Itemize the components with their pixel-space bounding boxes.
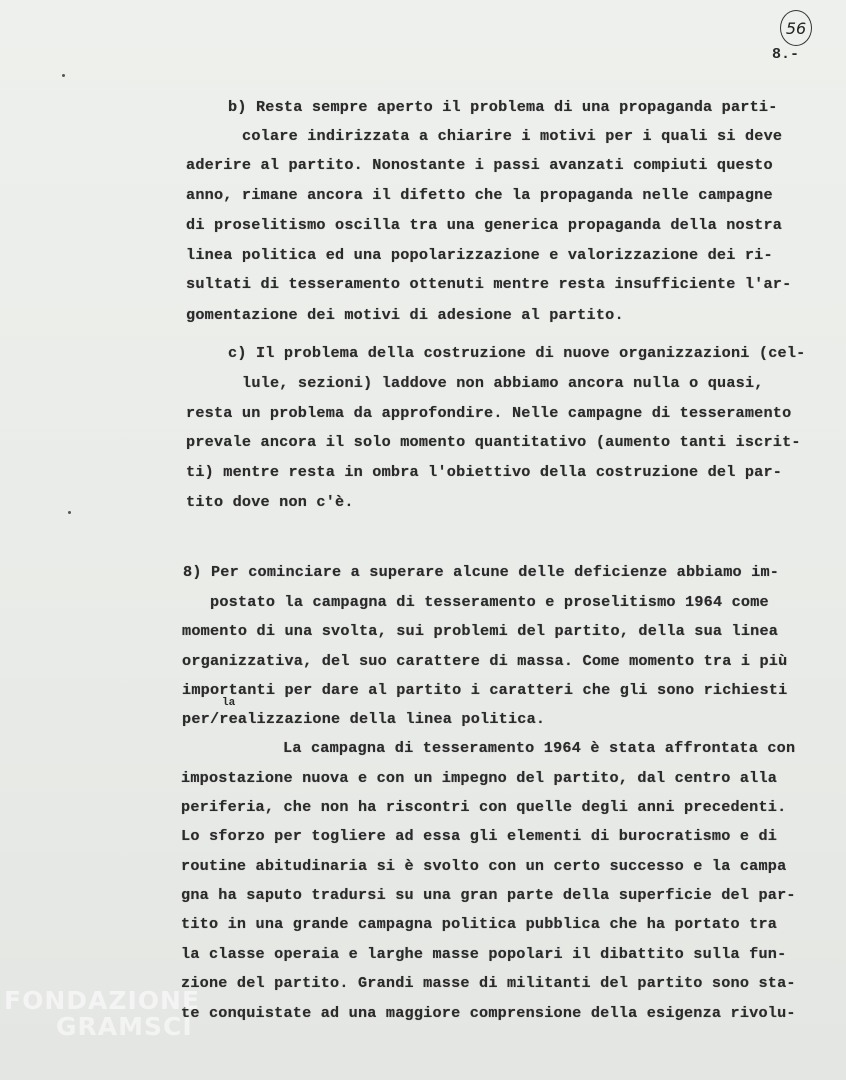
paper-speck (68, 511, 71, 514)
text-line: routine abitudinaria si è svolto con un certo successo e la campa (181, 857, 787, 875)
text-line: zione del partito. Grandi masse di militanti del partito sono sta- (181, 974, 796, 992)
text-line: anno, rimane ancora il difetto che la propaganda nelle campagne (186, 186, 773, 204)
text-line: gomentazione dei motivi di adesione al partito. (186, 306, 624, 324)
archive-number-stamp (780, 10, 812, 46)
text-line: tito in una grande campagna politica pubblica che ha portato tra (181, 915, 778, 933)
text-line: importanti per dare al partito i caratteri che gli sono richiesti (182, 681, 788, 699)
text-line: postato la campagna di tesseramento e proselitismo 1964 come (210, 593, 769, 611)
text-line: ti) mentre resta in ombra l'obiettivo della costruzione del par- (186, 463, 783, 481)
watermark-line2: GRAMSCI (56, 1012, 193, 1041)
text-line: aderire al partito. Nonostante i passi avanzati compiuti questo (186, 156, 773, 174)
paper-speck (62, 74, 65, 77)
text-line: di proselitismo oscilla tra una generica propaganda della nostra (186, 216, 783, 234)
text-line: per/realizzazione della linea politica. (182, 710, 546, 728)
text-line: impostazione nuova e con un impegno del partito, dal centro alla (181, 769, 778, 787)
text-line: colare indirizzata a chiarire i motivi per i quali si deve (242, 127, 783, 145)
text-line: 8) Per cominciare a superare alcune delle deficienze abbiamo im- (183, 563, 780, 581)
archive-number: 56 (785, 18, 807, 38)
text-line: linea politica ed una popolarizzazione e valorizzazione dei ri- (186, 246, 773, 264)
text-line: sultati di tesseramento ottenuti mentre resta insufficiente l'ar- (186, 275, 792, 293)
text-line: c) Il problema della costruzione di nuove organizzazioni (cel- (228, 344, 806, 362)
text-line: momento di una svolta, sui problemi del partito, della sua linea (182, 622, 779, 640)
page-number: 8.- (772, 46, 800, 63)
text-line: tito dove non c'è. (186, 493, 354, 511)
text-line: Lo sforzo per togliere ad essa gli elementi di burocratismo e di (181, 827, 778, 845)
archive-watermark (4, 988, 200, 1040)
text-line: La campagna di tesseramento 1964 è stata affrontata con (283, 739, 796, 757)
text-line: gna ha saputo tradursi su una gran parte della superficie del par- (181, 886, 796, 904)
text-line: te conquistate ad una maggiore comprensione della esigenza rivolu- (181, 1004, 796, 1022)
text-line: prevale ancora il solo momento quantitativo (aumento tanti iscrit- (186, 433, 801, 451)
text-line: resta un problema da approfondire. Nelle campagne di tesseramento (186, 404, 792, 422)
text-line: b) Resta sempre aperto il problema di una propaganda parti- (228, 98, 778, 116)
text-line: organizzativa, del suo carattere di massa. Come momento tra i più (182, 652, 788, 670)
watermark-line1: FONDAZIONE (4, 986, 201, 1015)
handwritten-insert: la (222, 697, 236, 709)
text-line: lule, sezioni) laddove non abbiamo ancora nulla o quasi, (242, 374, 764, 392)
text-line: la classe operaia e larghe masse popolari il dibattito sulla fun- (181, 945, 787, 963)
text-line: periferia, che non ha riscontri con quelle degli anni precedenti. (181, 798, 787, 816)
